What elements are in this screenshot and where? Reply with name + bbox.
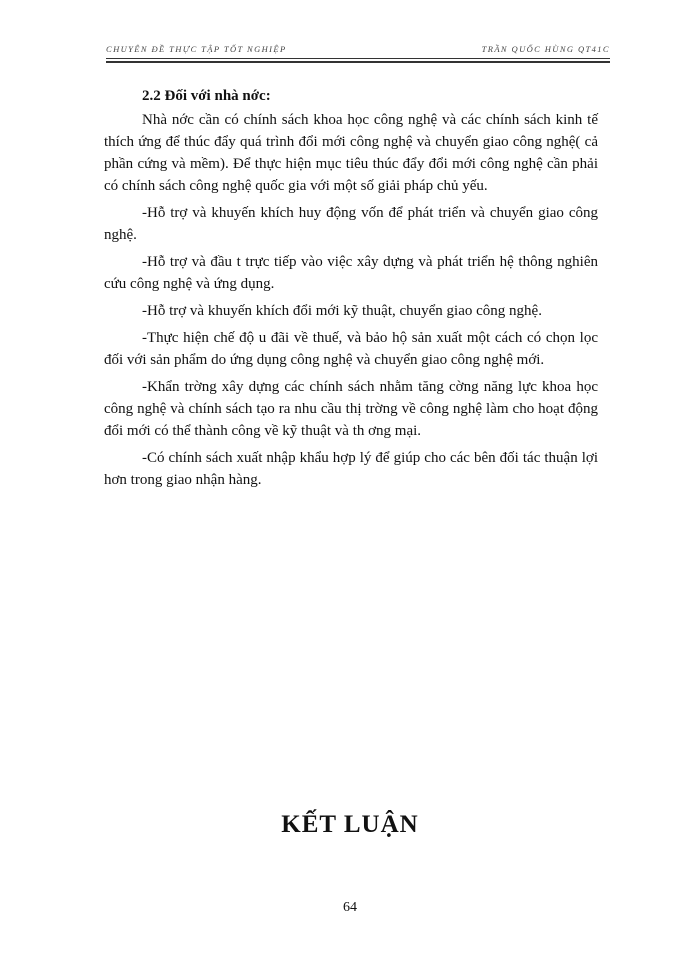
header-right-text: TRẦN QUỐC HÙNG QT41C: [481, 44, 610, 54]
paragraph: -Thực hiện chế độ u đãi về thuế, và bảo hộ sản xuất một cách có chọn lọc đối với sản phẩm do ứng dụng công nghệ và chuyển giao công nghệ mới.: [104, 330, 598, 368]
page-number: 64: [343, 900, 357, 915]
running-header: [106, 44, 610, 60]
header-left-text: CHUYÊN ĐỀ THỰC TẬP TỐT NGHIỆP: [106, 44, 287, 54]
paragraph: -Hỗ trợ và khuyến khích đổi mới kỹ thuật, chuyển giao công nghệ.: [142, 303, 542, 319]
paragraph: -Hỗ trợ và đầu t trực tiếp vào việc xây dựng và phát triển hệ thông nghiên cứu công nghệ và ứng dụng.: [104, 254, 598, 292]
paragraph: -Khẩn trờng xây dựng các chính sách nhằm tăng cờng năng lực khoa học công nghệ và chính sách tạo ra nhu cầu thị trờng về công nghệ làm cho hoạt động đổi mới có thể thành công về kỹ thuật và th ơng mại.: [104, 379, 598, 439]
header-rule-thin: [106, 58, 610, 59]
section-heading: 2.2 Đối với nhà nớc:: [142, 88, 271, 104]
paragraph: Nhà nớc cần có chính sách khoa học công nghệ và các chính sách kinh tế thích ứng để thúc đẩy quá trình đổi mới công nghệ và chuyển giao công nghệ( cả phần cứng và mềm). Để thực hiện mục tiêu thúc đẩy đổi mới công nghệ cần phải có chính sách công nghệ quốc gia với một số giải pháp chủ yếu.: [104, 112, 598, 194]
paragraph: -Hỗ trợ và khuyến khích huy động vốn để phát triển và chuyển giao công nghệ.: [104, 205, 598, 243]
header-rule-thick: [106, 61, 610, 63]
conclusion-title: KẾT LUẬN: [281, 811, 419, 838]
paragraph: -Có chính sách xuất nhập khẩu hợp lý để giúp cho các bên đối tác thuận lợi hơn trong giao nhận hàng.: [104, 450, 598, 488]
document-body: [104, 86, 598, 496]
